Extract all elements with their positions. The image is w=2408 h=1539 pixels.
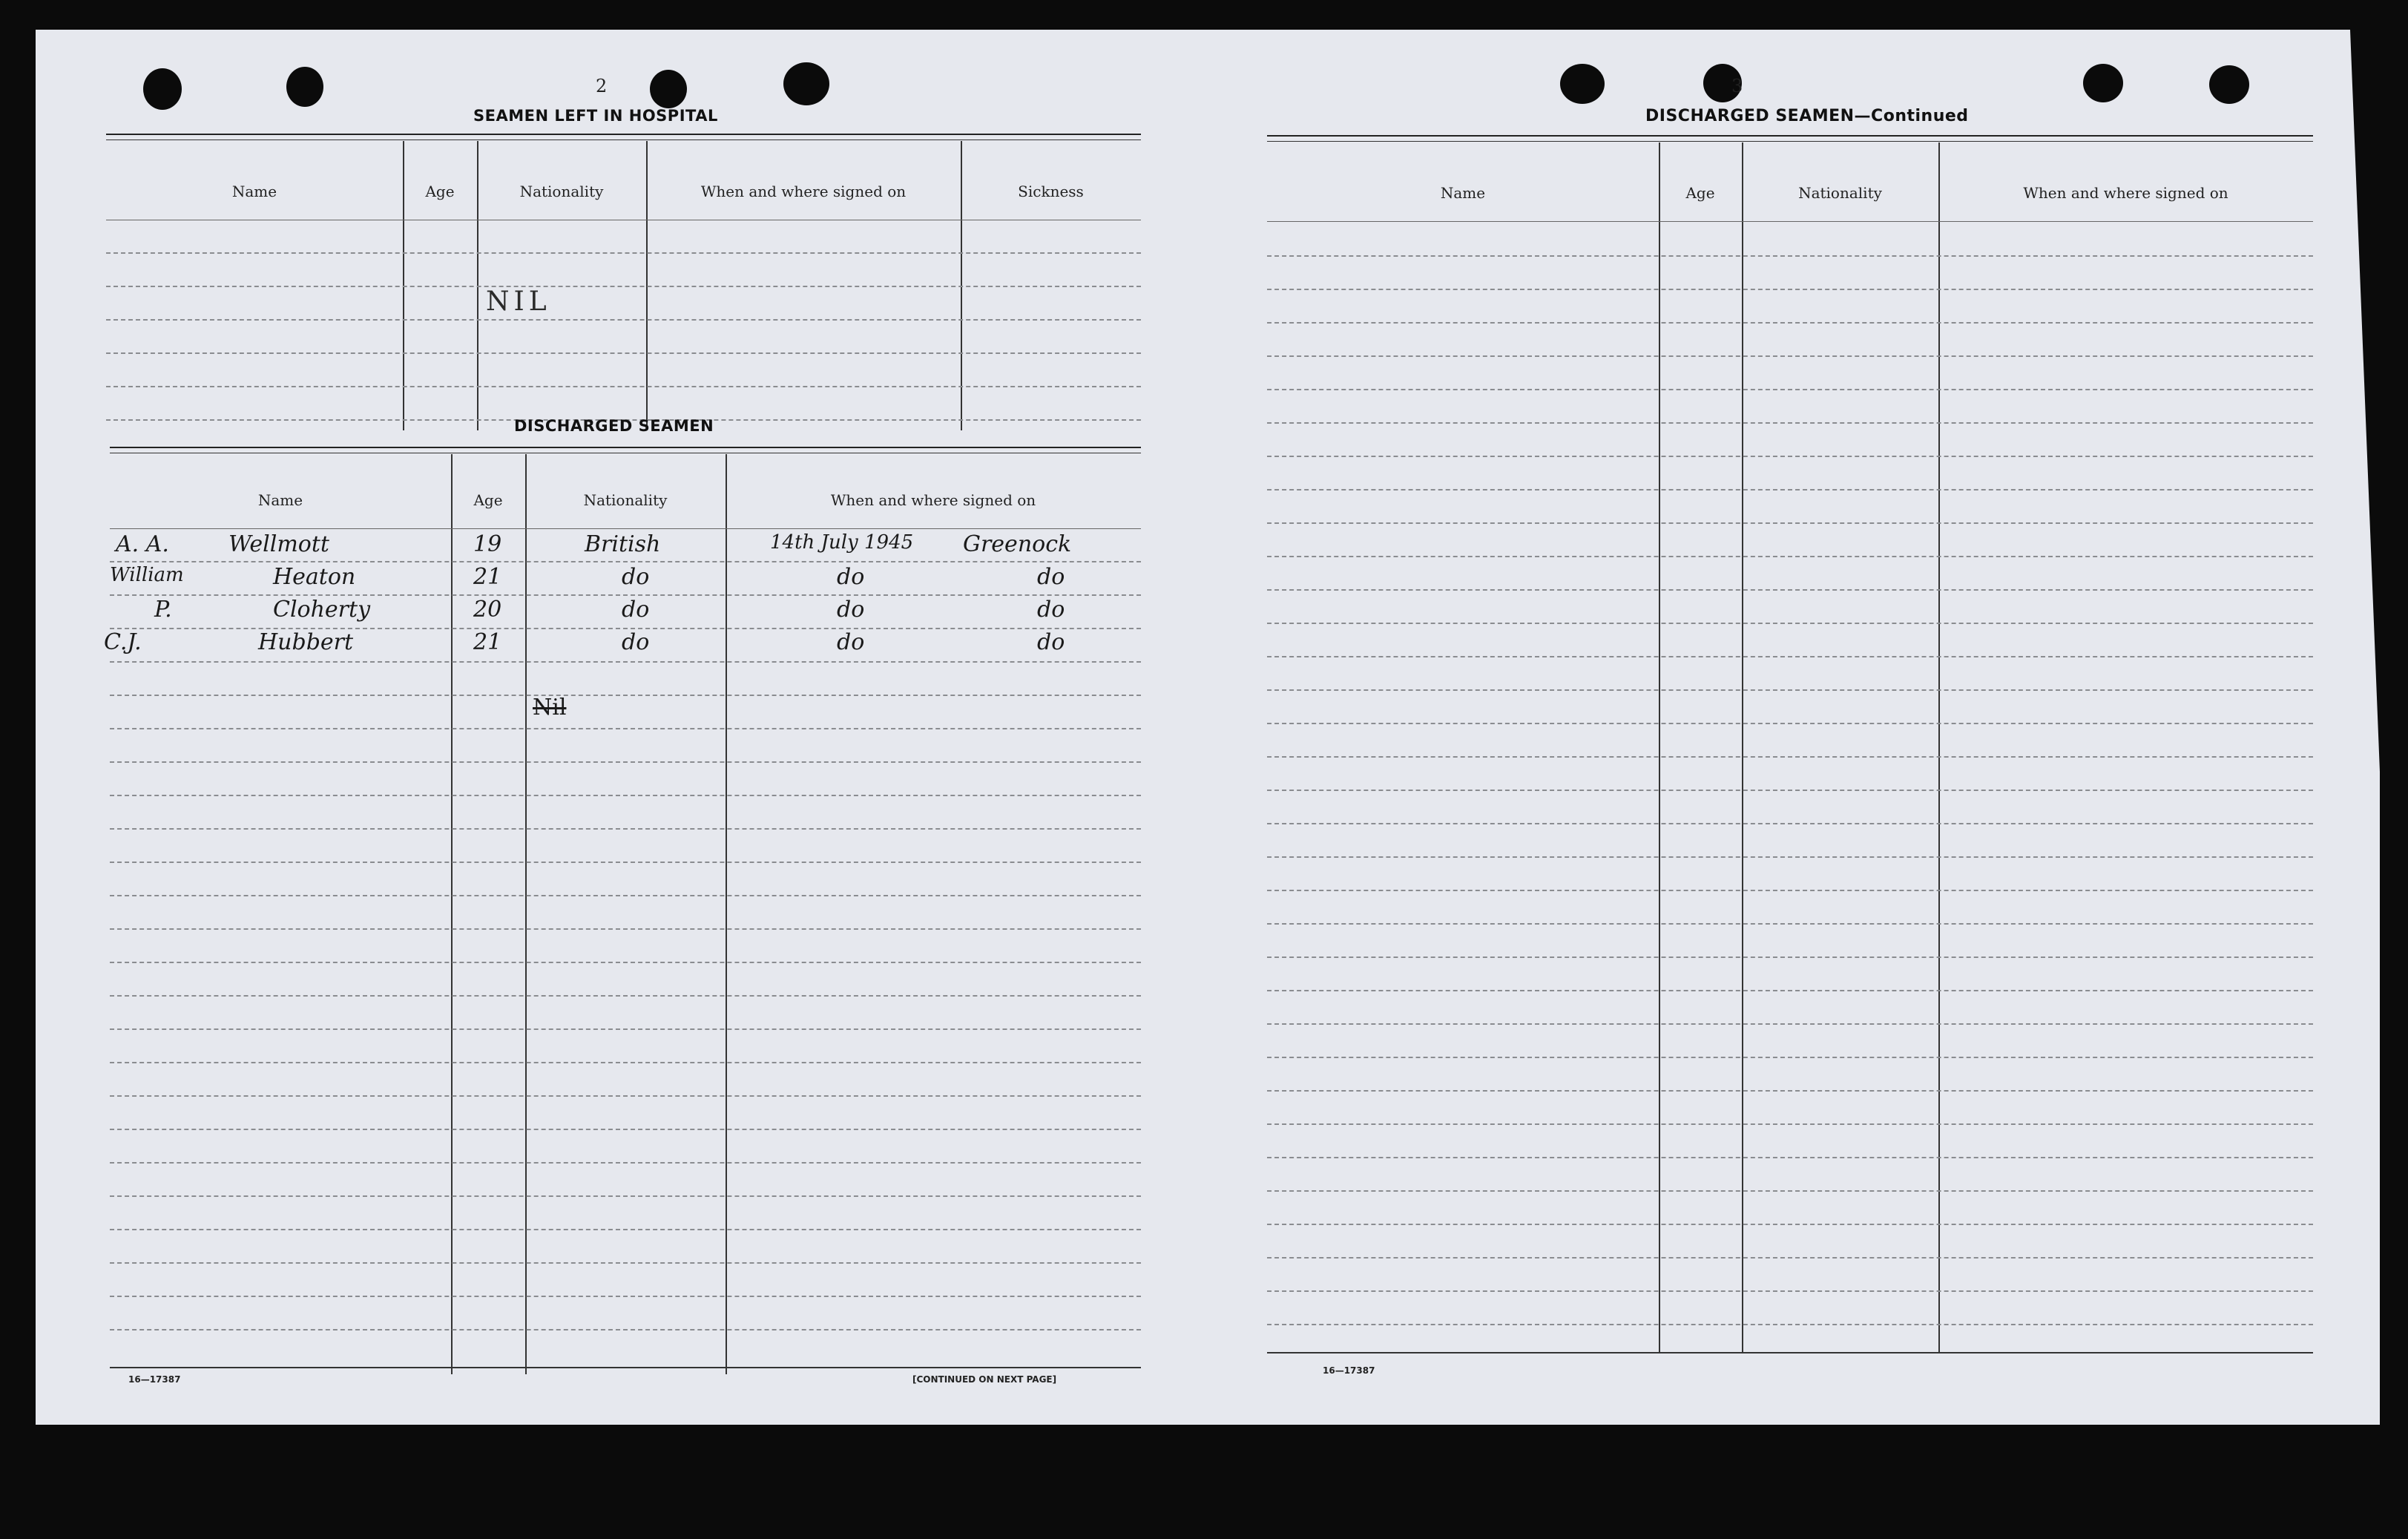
column-header-nationality: Nationality <box>1798 184 1882 202</box>
ruled-line <box>1267 355 2313 357</box>
form-number: 16—17387 <box>1323 1365 1375 1376</box>
ruled-line <box>110 1162 1141 1164</box>
ruled-line <box>110 962 1141 963</box>
ruled-line <box>110 895 1141 896</box>
ruled-line <box>1267 589 2313 591</box>
ruled-line <box>110 1028 1141 1030</box>
ruled-line <box>110 728 1141 729</box>
left-page <box>36 30 1193 1425</box>
ruled-line <box>1267 956 2313 958</box>
surname-cell: Hubbert <box>258 629 354 655</box>
column-header-signed-on: When and where signed on <box>2023 184 2228 202</box>
column-header-nationality: Nationality <box>519 183 604 200</box>
ruled-line <box>1267 255 2313 257</box>
ruled-line <box>1267 623 2313 624</box>
column-header-sickness: Sickness <box>1018 183 1084 200</box>
ruled-line <box>110 594 1141 596</box>
surname-cell: Heaton <box>273 564 356 590</box>
age-cell: 21 <box>473 564 502 590</box>
ruled-line <box>110 795 1141 796</box>
ruled-line <box>1267 990 2313 991</box>
age-cell: 20 <box>473 597 502 623</box>
column-header-nationality: Nationality <box>583 491 668 509</box>
ruled-line <box>1267 1190 2313 1192</box>
ruled-line <box>1267 522 2313 524</box>
ruled-line <box>110 1262 1141 1264</box>
ruled-line <box>110 1195 1141 1197</box>
column-header-signed-on: When and where signed on <box>830 491 1036 509</box>
ruled-line <box>1267 689 2313 691</box>
ruled-line <box>110 1329 1141 1330</box>
right-page <box>1193 30 2380 1425</box>
column-header-age: Age <box>425 183 455 200</box>
date-cell: do <box>837 629 865 655</box>
ruled-line <box>110 1062 1141 1063</box>
date-cell: 14th July 1945 <box>770 531 914 554</box>
ruled-line <box>110 561 1141 562</box>
ruled-line <box>1267 756 2313 758</box>
place-cell: do <box>1037 597 1065 623</box>
ruled-line <box>1267 489 2313 490</box>
ruled-line <box>1267 1023 2313 1025</box>
place-cell: do <box>1037 564 1065 590</box>
ruled-line <box>1267 389 2313 390</box>
nationality-cell: do <box>622 597 650 623</box>
column-header-age: Age <box>473 491 503 509</box>
discharged-table <box>104 447 1141 1374</box>
discharged-continued-title: DISCHARGED SEAMEN—Continued <box>1645 107 1969 125</box>
place-cell: Greenock <box>963 531 1072 557</box>
place-cell: do <box>1037 629 1065 655</box>
surname-cell: Cloherty <box>273 597 371 623</box>
document-sheet <box>36 30 2380 1425</box>
hospital-section-title: SEAMEN LEFT IN HOSPITAL <box>473 107 718 125</box>
nil-note: NIL <box>486 286 551 317</box>
column-header-name: Name <box>231 183 277 200</box>
continued-note: [CONTINUED ON NEXT PAGE] <box>912 1374 1057 1385</box>
ruled-line <box>1267 856 2313 858</box>
struck-nil-note: Nil <box>533 695 567 721</box>
ruled-line <box>1267 890 2313 891</box>
ruled-line <box>110 828 1141 830</box>
ruled-line <box>1267 1123 2313 1125</box>
column-header-signed-on: When and where signed on <box>700 183 907 200</box>
discharged-continued-table <box>1267 135 2313 1352</box>
initials-cell: William <box>110 564 184 586</box>
age-cell: 19 <box>473 531 502 557</box>
ruled-line <box>110 1296 1141 1297</box>
initials-cell: C.J. <box>104 629 142 655</box>
column-header-name: Name <box>257 491 303 509</box>
nationality-cell: British <box>585 531 661 557</box>
form-number: 16—17387 <box>128 1374 181 1385</box>
ruled-line <box>1267 456 2313 457</box>
date-cell: do <box>837 564 865 590</box>
ruled-line <box>1267 322 2313 324</box>
ruled-line <box>110 862 1141 863</box>
ruled-line <box>1267 823 2313 824</box>
ruled-line <box>1267 1290 2313 1292</box>
ruled-line <box>1267 790 2313 791</box>
ruled-line <box>1267 1057 2313 1058</box>
ruled-line <box>1267 1324 2313 1325</box>
date-cell: do <box>837 597 865 623</box>
ruled-line <box>1267 723 2313 724</box>
nationality-cell: do <box>622 564 650 590</box>
ruled-line <box>1267 656 2313 657</box>
page-number: 3 <box>1731 76 1743 96</box>
ruled-line <box>110 661 1141 663</box>
ruled-line <box>1267 923 2313 925</box>
ruled-line <box>1267 289 2313 290</box>
ruled-line <box>1267 556 2313 557</box>
column-header-age: Age <box>1685 184 1715 202</box>
column-header-name: Name <box>1440 184 1486 202</box>
ruled-line <box>1267 1157 2313 1158</box>
ruled-line <box>110 928 1141 930</box>
ruled-line <box>110 995 1141 997</box>
ruled-line <box>110 695 1141 696</box>
ruled-line <box>1267 1224 2313 1225</box>
surname-cell: Wellmott <box>228 531 329 557</box>
nationality-cell: do <box>622 629 650 655</box>
discharged-section-title: DISCHARGED SEAMEN <box>514 417 714 435</box>
ruled-line <box>110 1229 1141 1230</box>
ruled-line <box>1267 422 2313 424</box>
hospital-table <box>106 134 1141 430</box>
ruled-line <box>110 761 1141 763</box>
initials-cell: P. <box>154 597 172 623</box>
ruled-line <box>110 1129 1141 1130</box>
ruled-line <box>1267 1257 2313 1259</box>
initials-cell: A. A. <box>116 531 169 557</box>
ruled-line <box>110 1095 1141 1097</box>
ruled-line <box>1267 1090 2313 1092</box>
page-number: 2 <box>596 76 608 96</box>
age-cell: 21 <box>473 629 502 655</box>
